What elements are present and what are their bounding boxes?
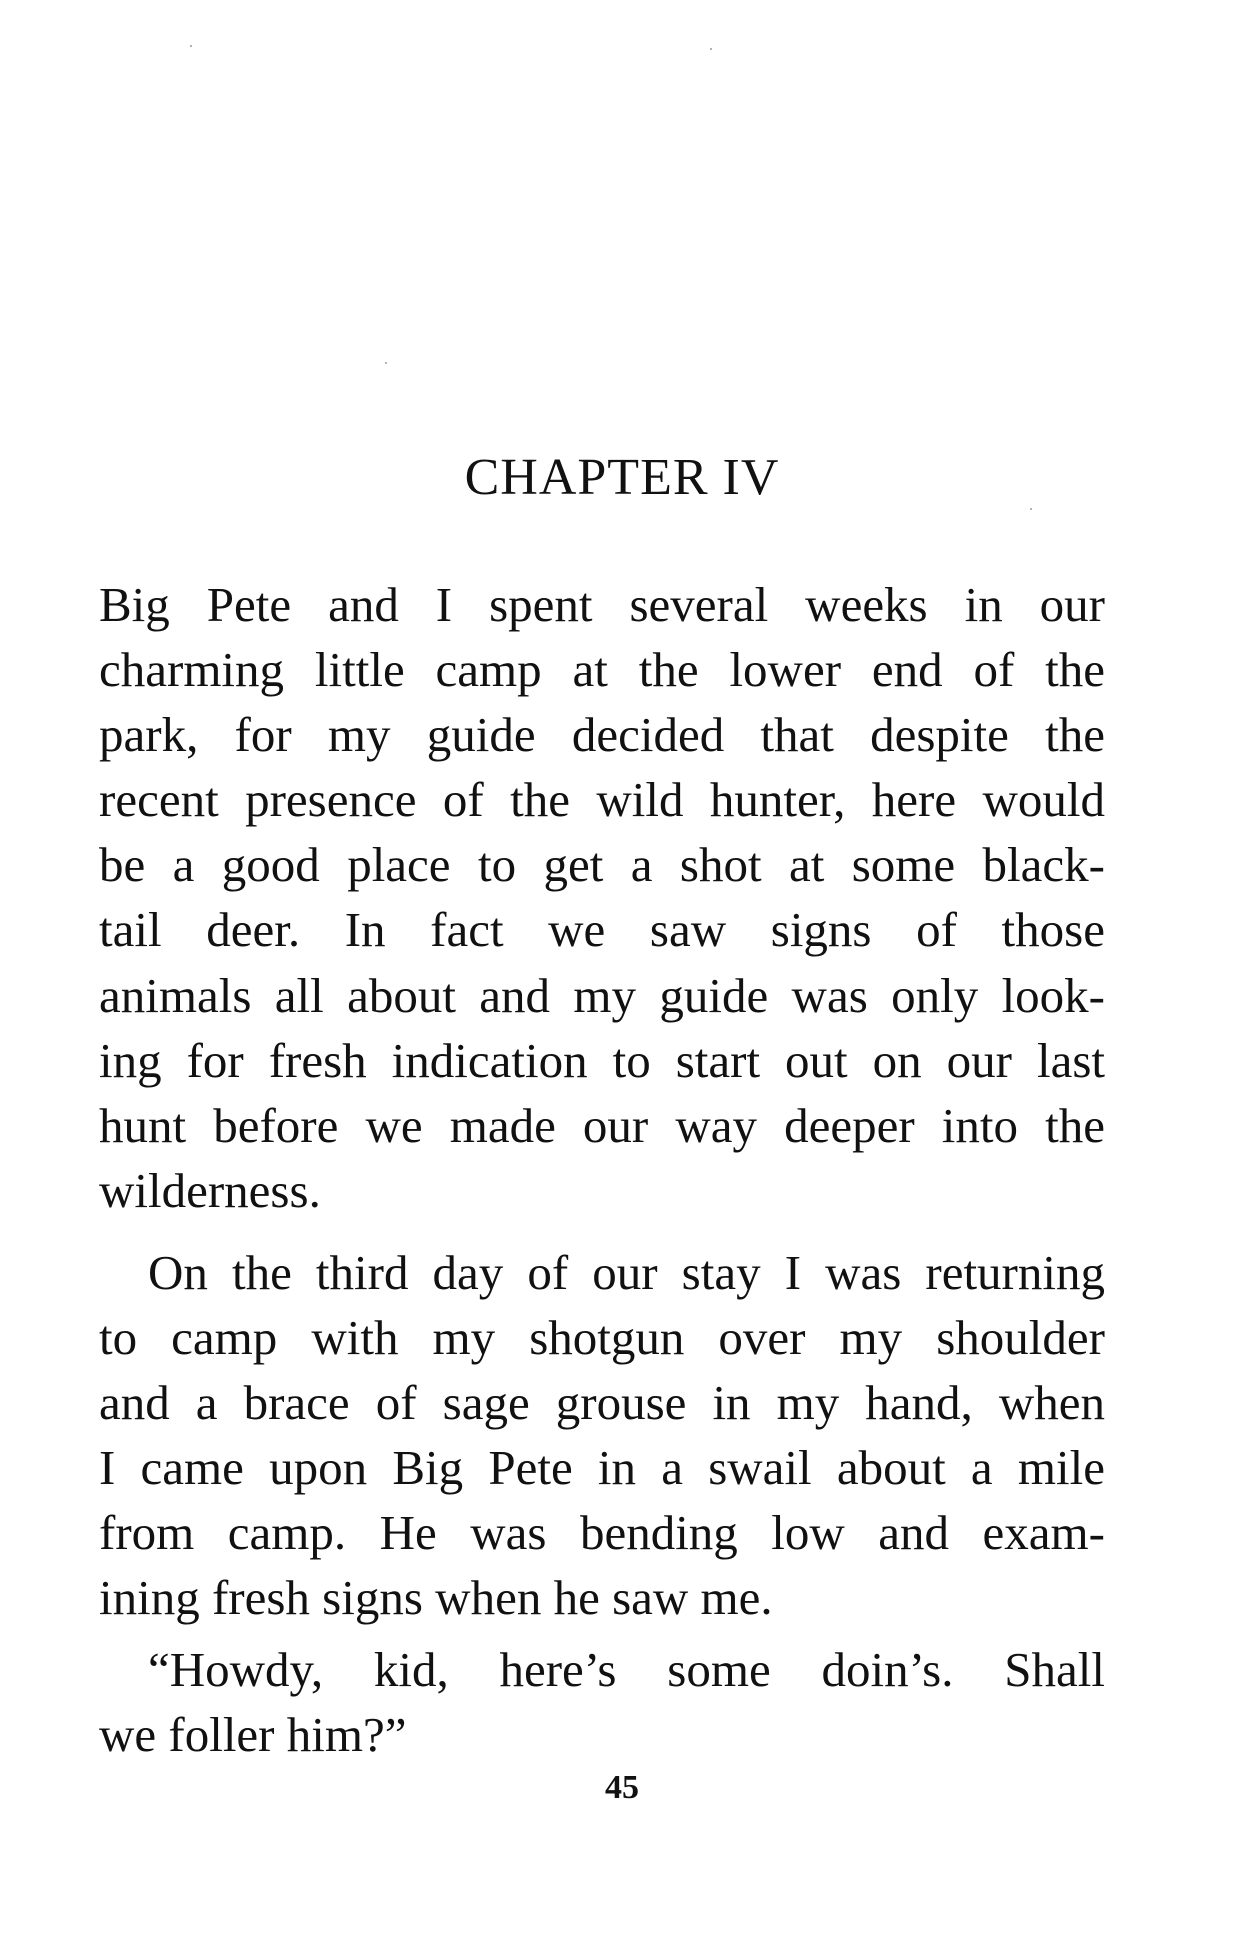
paper-speck: [1030, 508, 1032, 510]
chapter-heading: CHAPTER IV: [464, 449, 780, 506]
paragraph-line: to camp with my shotgun over my shoulder: [99, 1310, 1105, 1365]
paragraph-line: animals all about and my guide was only look-: [99, 968, 1105, 1023]
paragraph-line: from camp. He was bending low and exam-: [99, 1505, 1105, 1560]
paper-speck: [710, 48, 712, 50]
paragraph-line: On the third day of our stay I was returning: [148, 1245, 1105, 1300]
paragraph-line: wilderness.: [99, 1163, 321, 1218]
paragraph-line: “Howdy, kid, here’s some doin’s. Shall: [148, 1642, 1105, 1697]
paper-speck: [190, 45, 192, 47]
paragraph-line: ining fresh signs when he saw me.: [99, 1570, 773, 1625]
paragraph-line: we foller him?”: [99, 1707, 407, 1762]
paragraph-line: ing for fresh indication to start out on our last: [99, 1033, 1105, 1088]
paragraph-line: Big Pete and I spent several weeks in our: [99, 577, 1105, 632]
paragraph-line: tail deer. In fact we saw signs of those: [99, 902, 1105, 957]
paragraph-line: recent presence of the wild hunter, here would: [99, 772, 1105, 827]
paragraph-line: I came upon Big Pete in a swail about a mile: [99, 1440, 1105, 1495]
paragraph-line: be a good place to get a shot at some black-: [99, 837, 1105, 892]
paragraph-line: park, for my guide decided that despite the: [99, 707, 1105, 762]
paper-speck: [385, 362, 387, 364]
page-number: 45: [605, 1769, 639, 1806]
paragraph-line: and a brace of sage grouse in my hand, when: [99, 1375, 1105, 1430]
paragraph-line: hunt before we made our way deeper into the: [99, 1098, 1105, 1153]
paragraph-line: charming little camp at the lower end of the: [99, 642, 1105, 697]
